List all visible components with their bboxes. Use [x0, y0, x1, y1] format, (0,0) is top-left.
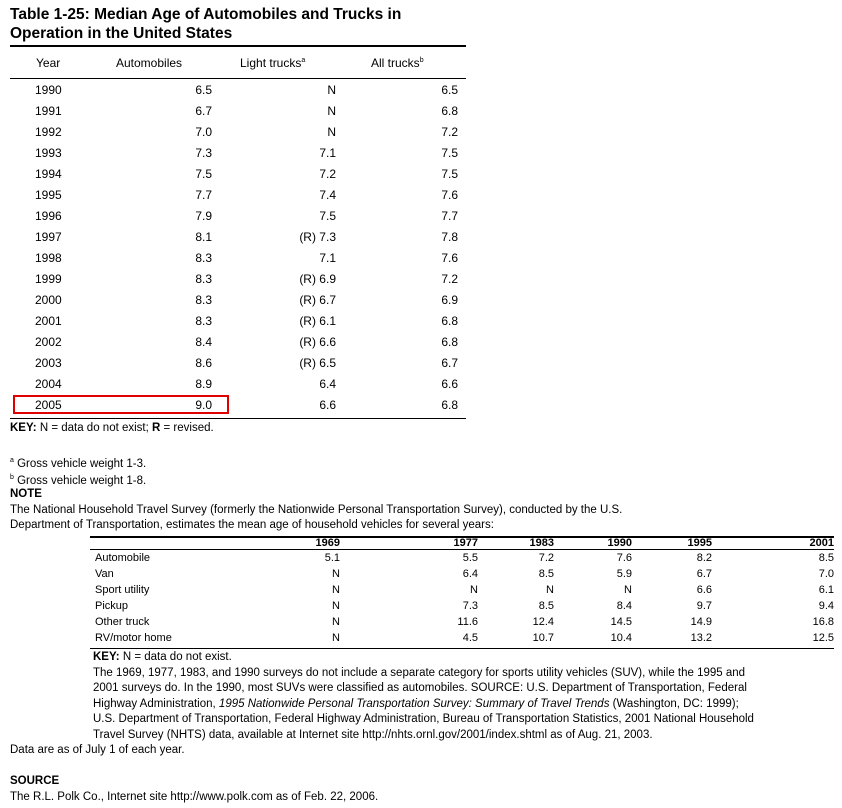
header-top-rule — [10, 45, 466, 47]
year-cell: 1996 — [35, 209, 62, 223]
inner-row-label: Sport utility — [95, 584, 150, 596]
footnote-a-text: Gross vehicle weight 1-3. — [13, 457, 147, 470]
year-cell: 2005 — [35, 398, 62, 412]
table-row — [10, 80, 466, 101]
all-trucks-cell: 6.5 — [441, 83, 458, 97]
inner-cell: 13.2 — [690, 632, 712, 644]
key-text-2: = revised. — [160, 422, 214, 434]
highlight-box-2005 — [13, 395, 229, 414]
inner-cell: 6.7 — [696, 568, 712, 580]
light-trucks-cell: (R) 6.7 — [299, 293, 336, 307]
light-trucks-cell: 7.1 — [319, 146, 336, 160]
note-label: NOTE — [10, 488, 42, 500]
header-bottom-rule — [10, 78, 466, 79]
inner-note-line-1: The 1969, 1977, 1983, and 1990 surveys do not include a separate category for sports utility vehicles (SUV), while the 1995 and — [93, 666, 746, 679]
table-row — [10, 164, 466, 185]
footnote-a-marker: a — [10, 457, 14, 464]
all-trucks-cell: 6.7 — [441, 356, 458, 370]
table-row — [10, 101, 466, 122]
table-row — [10, 269, 466, 290]
inner-col-header-1983: 1983 — [529, 537, 554, 549]
light-trucks-cell: (R) 6.9 — [299, 272, 336, 286]
inner-cell: 8.5 — [818, 552, 834, 564]
all-trucks-cell: 6.8 — [441, 314, 458, 328]
inner-cell: 8.2 — [696, 552, 712, 564]
all-trucks-cell: 6.8 — [441, 104, 458, 118]
inner-cell: 14.9 — [690, 616, 712, 628]
all-trucks-footnote-marker: b — [419, 57, 424, 64]
year-cell: 1995 — [35, 188, 62, 202]
key-label: KEY: — [10, 422, 37, 434]
table-bottom-rule — [10, 418, 466, 419]
inner-row-label: Other truck — [95, 616, 150, 628]
table-title-line-1: Table 1-25: Median Age of Automobiles and Trucks in — [10, 6, 402, 23]
inner-cell: 6.6 — [696, 584, 712, 596]
all-trucks-cell: 7.6 — [441, 188, 458, 202]
inner-note-line-3a: Highway Administration, — [93, 697, 219, 710]
inner-note-line-3c: (Washington, DC: 1999); — [609, 697, 739, 710]
year-cell: 2004 — [35, 377, 62, 391]
inner-table-row — [90, 567, 834, 583]
table-row — [10, 143, 466, 164]
inner-col-header-1995: 1995 — [687, 537, 712, 549]
light-trucks-cell: N — [327, 125, 336, 139]
all-trucks-cell: 7.7 — [441, 209, 458, 223]
key-line — [10, 420, 214, 436]
source-text: The R.L. Polk Co., Internet site http://www.polk.com as of Feb. 22, 2006. — [10, 791, 379, 803]
inner-table-notes — [93, 650, 754, 743]
year-cell: 1990 — [35, 83, 62, 97]
light-trucks-cell: (R) 6.1 — [299, 314, 336, 328]
table-row — [10, 374, 466, 395]
all-trucks-label: All trucks — [371, 56, 420, 70]
light-trucks-footnote-marker: a — [301, 57, 306, 64]
year-cell: 2001 — [35, 314, 62, 328]
light-trucks-cell: 7.5 — [319, 209, 336, 223]
year-cell: 1998 — [35, 251, 62, 265]
key-r: R — [152, 422, 161, 434]
col-header-all-trucks — [371, 56, 424, 70]
light-trucks-cell: (R) 6.5 — [299, 356, 336, 370]
inner-cell: N — [470, 584, 478, 596]
inner-col-header-2001: 2001 — [809, 537, 834, 549]
year-cell: 1994 — [35, 167, 62, 181]
inner-col-header-1990: 1990 — [607, 537, 632, 549]
all-trucks-cell: 6.9 — [441, 293, 458, 307]
note-line-2: Department of Transportation, estimates the mean age of household vehicles for several years: — [10, 519, 494, 531]
inner-note-line-4: U.S. Department of Transportation, Federal Highway Administration, Bureau of Transportation Statistics, 2001 National Household — [93, 713, 754, 725]
inner-cell: 4.5 — [462, 632, 478, 644]
inner-cell: 16.8 — [812, 616, 834, 628]
col-header-automobiles: Automobiles — [116, 56, 183, 70]
all-trucks-cell: 6.6 — [441, 377, 458, 391]
col-header-year: Year — [36, 56, 61, 70]
year-cell: 1992 — [35, 125, 62, 139]
inner-cell: 8.4 — [616, 600, 632, 612]
footnote-b-text: Gross vehicle weight 1-8. — [13, 474, 147, 487]
automobiles-cell: 8.9 — [195, 377, 212, 391]
table-title-line-2: Operation in the United States — [10, 25, 233, 42]
table-row — [10, 185, 466, 206]
automobiles-cell: 7.7 — [195, 188, 212, 202]
inner-cell: 5.1 — [324, 552, 340, 564]
inner-cell: N — [546, 584, 554, 596]
inner-cell: 5.5 — [462, 552, 478, 564]
inner-cell: 8.5 — [538, 600, 554, 612]
note-line-1: The National Household Travel Survey (formerly the Nationwide Personal Transportation Survey), conducted by the U.S. — [10, 504, 623, 516]
inner-row-label: Pickup — [95, 600, 129, 612]
inner-key-label: KEY: — [93, 651, 120, 663]
inner-cell: 7.3 — [462, 600, 478, 612]
automobiles-cell: 7.5 — [195, 167, 212, 181]
automobiles-cell: 6.7 — [195, 104, 212, 118]
inner-cell: 10.4 — [610, 632, 632, 644]
inner-cell: 12.5 — [812, 632, 834, 644]
year-cell: 1993 — [35, 146, 62, 160]
inner-note-publication-title: 1995 Nationwide Personal Transportation Survey: Summary of Travel Trends — [218, 697, 610, 710]
inner-cell: 5.9 — [616, 568, 632, 580]
inner-cell: 8.5 — [538, 568, 554, 580]
inner-cell: N — [332, 600, 340, 612]
inner-table-row — [90, 599, 834, 615]
table-row — [10, 353, 466, 374]
inner-row-label: Van — [95, 568, 114, 580]
year-cell: 1991 — [35, 104, 62, 118]
automobiles-cell: 8.1 — [195, 230, 212, 244]
table-row — [10, 248, 466, 269]
year-cell: 2000 — [35, 293, 62, 307]
inner-cell: 6.4 — [462, 568, 478, 580]
inner-table-header-rule — [90, 549, 834, 550]
automobiles-cell: 8.6 — [195, 356, 212, 370]
footnote-b-marker: b — [10, 474, 14, 481]
automobiles-cell: 7.3 — [195, 146, 212, 160]
table-row — [10, 311, 466, 332]
inner-cell: 9.4 — [818, 600, 834, 612]
all-trucks-cell: 7.2 — [441, 272, 458, 286]
inner-cell: 14.5 — [610, 616, 632, 628]
inner-col-header-1977: 1977 — [453, 537, 478, 549]
inner-cell: N — [332, 568, 340, 580]
inner-cell: 9.7 — [696, 600, 712, 612]
inner-note-line-3 — [93, 697, 754, 713]
light-trucks-cell: N — [327, 83, 336, 97]
inner-key-line — [93, 650, 754, 666]
automobiles-cell: 8.3 — [195, 272, 212, 286]
inner-cell: N — [624, 584, 632, 596]
inner-key-text: N = data do not exist. — [119, 651, 232, 663]
inner-row-label: Automobile — [95, 552, 151, 564]
light-trucks-cell: 7.4 — [319, 188, 336, 202]
automobiles-cell: 8.3 — [195, 314, 212, 328]
inner-note-line-2: 2001 surveys do. In the 1990, most SUVs were classified as automobiles. SOURCE: U.S. Department of Transportation, Federal — [93, 682, 747, 694]
all-trucks-cell: 7.8 — [441, 230, 458, 244]
light-trucks-cell: 6.4 — [319, 377, 336, 391]
light-trucks-cell: (R) 6.6 — [299, 335, 336, 349]
inner-cell: N — [332, 616, 340, 628]
table-row — [10, 290, 466, 311]
table-row — [10, 122, 466, 143]
all-trucks-cell: 7.6 — [441, 251, 458, 265]
inner-cell: 7.6 — [616, 552, 632, 564]
key-text: N = data do not exist; — [36, 422, 153, 434]
inner-cell: 10.7 — [532, 632, 554, 644]
source-label: SOURCE — [10, 775, 60, 787]
inner-table-bottom-rule — [90, 648, 834, 649]
inner-cell: N — [332, 632, 340, 644]
all-trucks-cell: 7.5 — [441, 146, 458, 160]
col-header-light-trucks — [240, 56, 305, 70]
year-cell: 2002 — [35, 335, 62, 349]
inner-cell: N — [332, 584, 340, 596]
light-trucks-label: Light trucks — [240, 56, 302, 70]
year-cell: 1999 — [35, 272, 62, 286]
automobiles-cell: 8.4 — [195, 335, 212, 349]
all-trucks-cell: 6.8 — [441, 398, 458, 412]
table-row — [10, 206, 466, 227]
table-title — [10, 5, 470, 43]
data-note: Data are as of July 1 of each year. — [10, 744, 185, 756]
table-row — [10, 227, 466, 248]
inner-table-row — [90, 615, 834, 631]
automobiles-cell: 9.0 — [195, 398, 212, 412]
inner-table-row — [90, 631, 834, 647]
inner-cell: 7.0 — [818, 568, 834, 580]
light-trucks-cell: (R) 7.3 — [299, 230, 336, 244]
automobiles-cell: 8.3 — [195, 251, 212, 265]
year-cell: 2003 — [35, 356, 62, 370]
automobiles-cell: 7.9 — [195, 209, 212, 223]
automobiles-cell: 6.5 — [195, 83, 212, 97]
automobiles-cell: 8.3 — [195, 293, 212, 307]
inner-cell: 11.6 — [457, 616, 478, 628]
year-cell: 1997 — [35, 230, 62, 244]
all-trucks-cell: 6.8 — [441, 335, 458, 349]
all-trucks-cell: 7.5 — [441, 167, 458, 181]
inner-col-header-1969: 1969 — [315, 537, 340, 549]
inner-note-line-5: Travel Survey (NHTS) data, available at Internet site http://nhts.ornl.gov/2001/index.shtml as of Aug. 21, 2003. — [93, 728, 653, 741]
inner-table-row — [90, 551, 834, 567]
footnote-a — [10, 453, 146, 472]
light-trucks-cell: 7.2 — [319, 167, 336, 181]
light-trucks-cell: 7.1 — [319, 251, 336, 265]
all-trucks-cell: 7.2 — [441, 125, 458, 139]
inner-cell: 12.4 — [532, 616, 554, 628]
light-trucks-cell: 6.6 — [319, 398, 336, 412]
inner-cell: 6.1 — [818, 584, 834, 596]
inner-row-label: RV/motor home — [95, 632, 172, 644]
inner-table-row — [90, 583, 834, 599]
automobiles-cell: 7.0 — [195, 125, 212, 139]
table-row — [10, 332, 466, 353]
light-trucks-cell: N — [327, 104, 336, 118]
inner-cell: 7.2 — [538, 552, 554, 564]
